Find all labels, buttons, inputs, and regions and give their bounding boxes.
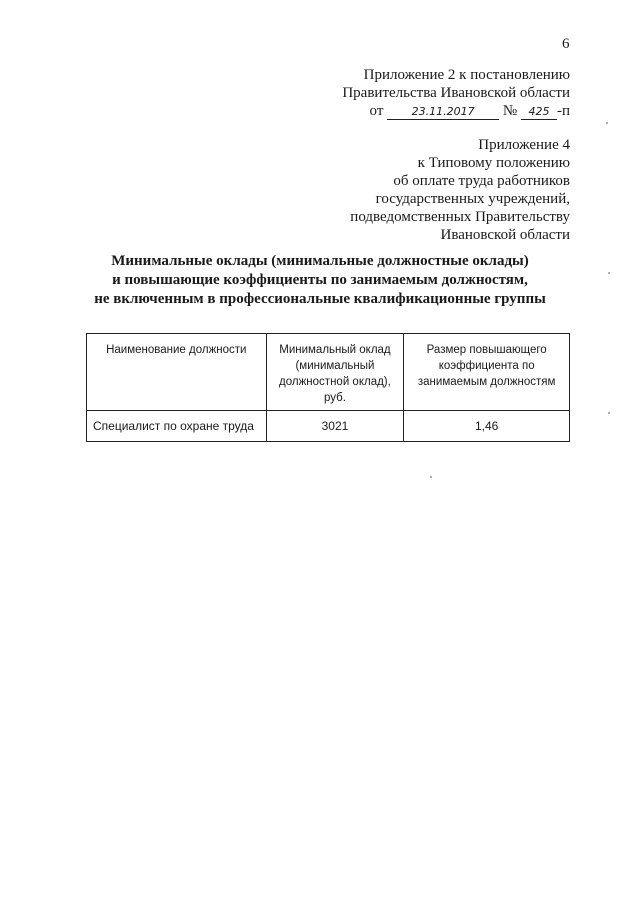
number-prefix: №: [502, 103, 518, 119]
header-line: Приложение 2 к постановлению: [363, 67, 570, 83]
date-prefix: от: [369, 103, 384, 119]
salary-table: [86, 333, 570, 442]
appendix-line: государственных учреждений,: [375, 191, 570, 207]
document-title: [60, 252, 580, 309]
title-line: Минимальные оклады (минимальные должностные оклады): [111, 253, 529, 269]
number-suffix: -п: [556, 103, 570, 119]
table-header-row: [87, 334, 570, 411]
appendix-line: к Типовому положению: [417, 155, 570, 171]
scan-speck: [608, 412, 610, 414]
appendix-line: об оплате труда работников: [393, 173, 570, 189]
scan-speck: [608, 272, 610, 274]
title-line: не включенным в профессиональные квалификационные группы: [94, 291, 546, 307]
header-coefficient: Размер повышающего коэффициента по занимаемым должностям: [404, 334, 570, 411]
header-position: Наименование должности: [87, 334, 267, 411]
header-min-salary: Минимальный оклад (минимальный должностной оклад), руб.: [266, 334, 404, 411]
header-line: Правительства Ивановской области: [342, 85, 570, 101]
appendix-header: [270, 66, 570, 120]
title-line: и повышающие коэффициенты по занимаемым должностям,: [112, 272, 528, 288]
appendix-4-block: [270, 136, 570, 244]
cell-coefficient: 1,46: [404, 411, 570, 442]
appendix-line: Ивановской области: [440, 227, 570, 243]
cell-min-salary: 3021: [266, 411, 404, 442]
handwritten-date: 23.11.2017: [387, 105, 499, 120]
scan-speck: [606, 122, 608, 124]
table-row: [87, 411, 570, 442]
date-number-line: [270, 102, 570, 120]
handwritten-number: 425: [521, 105, 557, 120]
scan-speck: [430, 476, 432, 478]
appendix-line: Приложение 4: [478, 137, 570, 153]
appendix-line: подведомственных Правительству: [350, 209, 570, 225]
page-number: 6: [562, 36, 570, 52]
cell-position: Специалист по охране труда: [87, 411, 267, 442]
